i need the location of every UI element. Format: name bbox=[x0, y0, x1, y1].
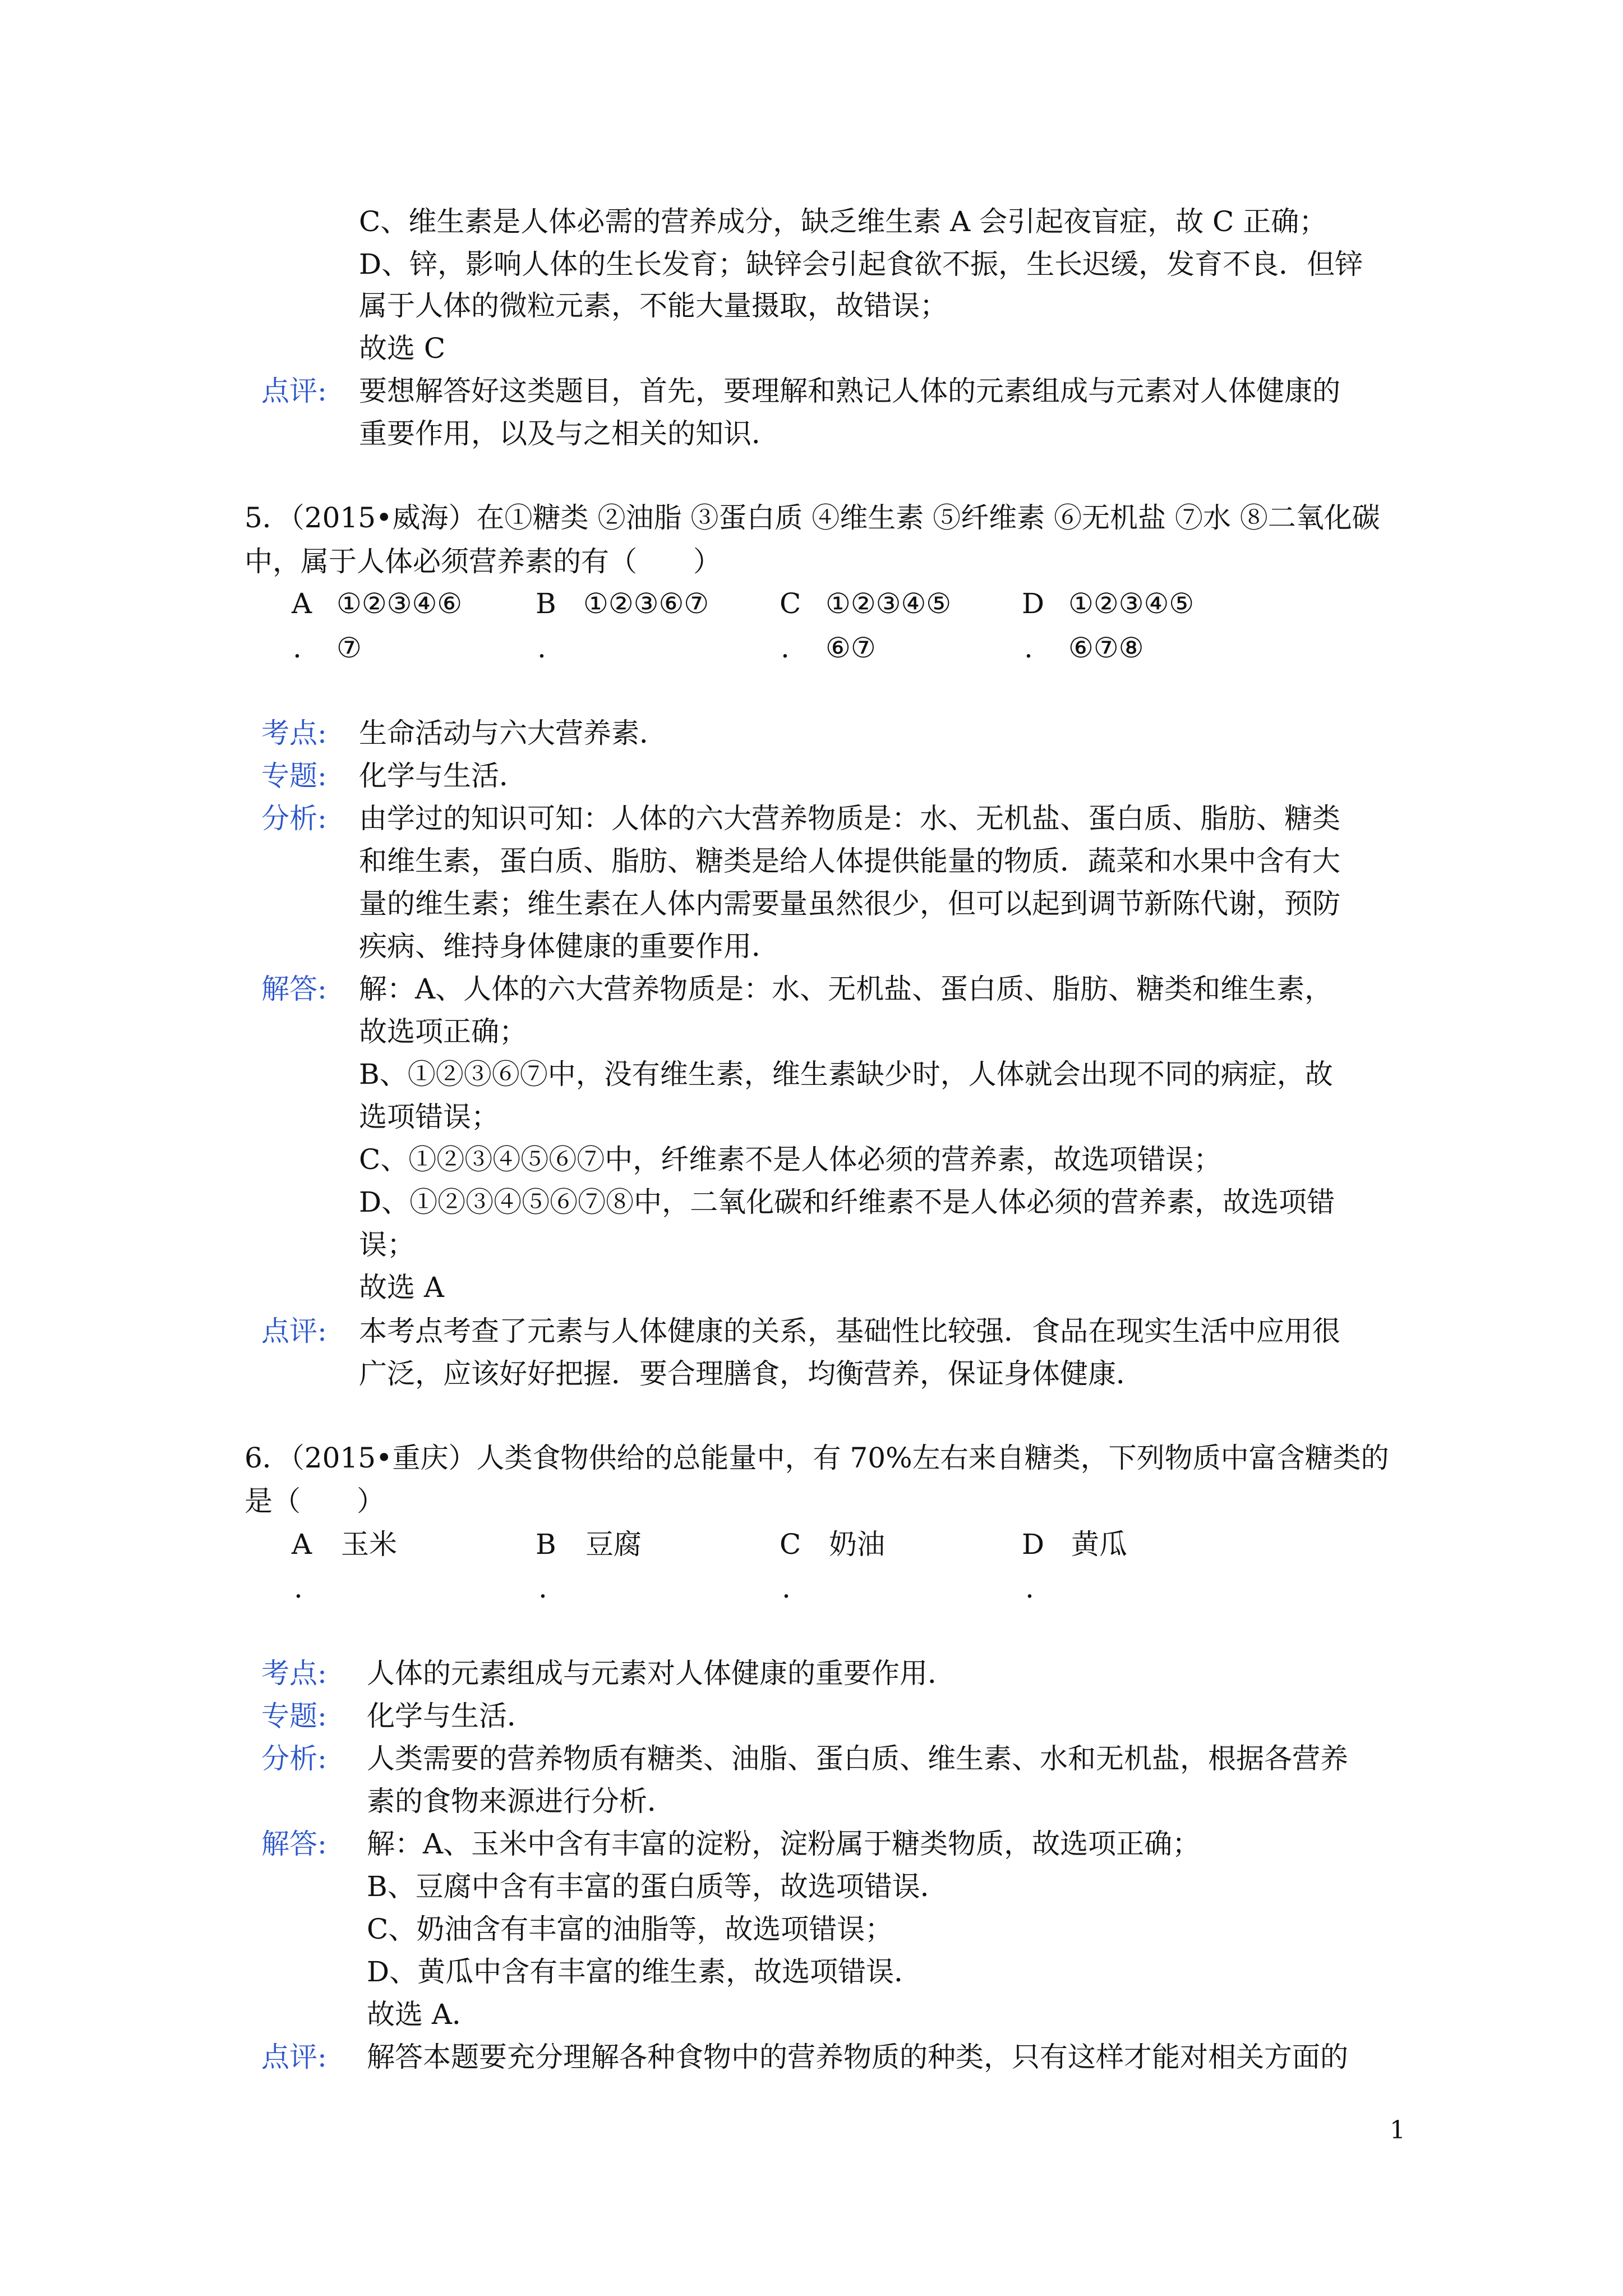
q5-jieda-line-5: C、①②③④⑤⑥⑦中，纤维素不是人体必须的营养素，故选项错误； bbox=[359, 1143, 1222, 1176]
q5-jieda-line-1: 解：A、人体的六大营养物质是：水、无机盐、蛋白质、脂肪、糖类和维生素， bbox=[359, 973, 1333, 1005]
q5-option-d-letter: D bbox=[1022, 587, 1045, 620]
q6-option-b-letter: B bbox=[536, 1528, 556, 1561]
q5-jieda-line-7: 误； bbox=[359, 1228, 415, 1261]
q5-fenxi-line-3: 量的维生素；维生素在人体内需要量虽然很少，但可以起到调节新陈代谢，预防 bbox=[359, 887, 1340, 920]
q5-dianping-label: 点评: bbox=[261, 1315, 327, 1347]
q5-option-c-text-2: ⑥⑦ bbox=[826, 632, 876, 664]
q6-jieda-line-1: 解：A、玉米中含有丰富的淀粉，淀粉属于糖类物质，故选项正确； bbox=[367, 1828, 1201, 1860]
q5-option-a-text-2: ⑦ bbox=[336, 632, 362, 664]
q6-option-b-dot: . bbox=[538, 1572, 547, 1604]
q6-option-a-text: 玉米 bbox=[341, 1528, 397, 1561]
q5-option-d-text-2: ⑥⑦⑧ bbox=[1068, 632, 1144, 664]
q5-fenxi-line-2: 和维生素，蛋白质、脂肪、糖类是给人体提供能量的物质．蔬菜和水果中含有大 bbox=[359, 845, 1340, 877]
q6-jieda-label: 解答: bbox=[261, 1828, 327, 1860]
q6-dianping-label: 点评: bbox=[261, 2041, 327, 2073]
q6-option-b-text: 豆腐 bbox=[585, 1528, 642, 1561]
q6-kaodian-text: 人体的元素组成与元素对人体健康的重要作用． bbox=[367, 1657, 956, 1690]
q5-fenxi-line-1: 由学过的知识可知：人体的六大营养物质是：水、无机盐、蛋白质、脂肪、糖类 bbox=[359, 802, 1340, 835]
q5-kaodian-text: 生命活动与六大营养素． bbox=[359, 717, 667, 749]
q6-zhuanti-text: 化学与生活． bbox=[367, 1700, 535, 1732]
q5-kaodian-label: 考点: bbox=[261, 717, 327, 749]
q5-zhuanti-label: 专题: bbox=[261, 760, 327, 792]
q5-option-d-text: ①②③④⑤ bbox=[1068, 587, 1195, 620]
q6-option-c-text: 奶油 bbox=[829, 1528, 885, 1561]
q5-option-a-text: ①②③④⑥ bbox=[336, 587, 463, 620]
q5-option-d-dot: . bbox=[1024, 632, 1033, 664]
q5-option-b-dot: . bbox=[537, 632, 546, 664]
q5-option-c-text: ①②③④⑤ bbox=[826, 587, 952, 620]
q6-option-c-dot: . bbox=[782, 1572, 791, 1604]
q6-jieda-line-2: B、豆腐中含有丰富的蛋白质等，故选项错误． bbox=[367, 1870, 948, 1903]
prev-line-2: D、锌，影响人体的生长发育；缺锌会引起食欲不振，生长迟缓，发育不良．但锌 bbox=[359, 248, 1363, 280]
q6-stem-line-2: 是（ ） bbox=[245, 1485, 385, 1517]
q5-option-a-dot: . bbox=[293, 632, 302, 664]
q5-stem-line-1: 5．（2015•威海）在①糖类 ②油脂 ③蛋白质 ④维生素 ⑤纤维素 ⑥无机盐 ⑦水 ⑧二氧化碳 bbox=[245, 501, 1380, 534]
q5-option-c-letter: C bbox=[780, 587, 801, 620]
q5-dianping-line-2: 广泛，应该好好把握．要合理膳食，均衡营养，保证身体健康． bbox=[359, 1358, 1144, 1390]
q5-dianping-line-1: 本考点考查了元素与人体健康的关系，基础性比较强．食品在现实生活中应用很 bbox=[359, 1315, 1340, 1347]
q5-jieda-label: 解答: bbox=[261, 973, 327, 1005]
prev-line-3: 属于人体的微粒元素，不能大量摄取，故错误； bbox=[359, 289, 948, 322]
q5-fenxi-line-4: 疾病、维持身体健康的重要作用． bbox=[359, 930, 780, 963]
q5-jieda-line-2: 故选项正确； bbox=[359, 1015, 527, 1048]
q6-jieda-line-3: C、奶油含有丰富的油脂等，故选项错误； bbox=[367, 1913, 893, 1945]
q5-jieda-line-4: 选项错误； bbox=[359, 1101, 499, 1133]
q6-fenxi-line-1: 人类需要的营养物质有糖类、油脂、蛋白质、维生素、水和无机盐，根据各营养 bbox=[367, 1742, 1348, 1775]
q6-dianping-line-1: 解答本题要充分理解各种食物中的营养物质的种类，只有这样才能对相关方面的 bbox=[367, 2041, 1348, 2073]
q5-jieda-line-3: B、①②③⑥⑦中，没有维生素，维生素缺少时，人体就会出现不同的病症，故 bbox=[359, 1058, 1333, 1091]
q6-option-a-dot: . bbox=[294, 1572, 303, 1604]
q5-jieda-line-8: 故选 A bbox=[359, 1271, 445, 1304]
q6-jieda-line-5: 故选 A． bbox=[367, 1998, 481, 2031]
q6-jieda-line-4: D、黄瓜中含有丰富的维生素，故选项错误． bbox=[367, 1955, 923, 1988]
q5-option-a-letter: A bbox=[292, 587, 312, 620]
prev-comment-line-1: 要想解答好这类题目，首先，要理解和熟记人体的元素组成与元素对人体健康的 bbox=[359, 375, 1340, 407]
prev-comment-label: 点评: bbox=[261, 375, 327, 407]
q6-option-d-text: 黄瓜 bbox=[1071, 1528, 1127, 1561]
q5-zhuanti-text: 化学与生活． bbox=[359, 760, 527, 792]
q5-stem-line-2: 中，属于人体必须营养素的有（ ） bbox=[245, 545, 721, 578]
q6-fenxi-line-2: 素的食物来源进行分析． bbox=[367, 1785, 675, 1818]
q6-kaodian-label: 考点: bbox=[261, 1657, 327, 1690]
q6-option-d-letter: D bbox=[1022, 1528, 1045, 1561]
q6-stem-line-1: 6．（2015•重庆）人类食物供给的总能量中，有 70%左右来自糖类，下列物质中富含糖类的 bbox=[245, 1442, 1389, 1474]
q5-fenxi-label: 分析: bbox=[261, 802, 327, 835]
page-number: 1 bbox=[1390, 2116, 1405, 2145]
prev-comment-line-2: 重要作用，以及与之相关的知识． bbox=[359, 417, 780, 450]
q5-jieda-line-6: D、①②③④⑤⑥⑦⑧中，二氧化碳和纤维素不是人体必须的营养素，故选项错 bbox=[359, 1186, 1335, 1218]
prev-line-1: C、维生素是人体必需的营养成分，缺乏维生素 A 会引起夜盲症，故 C 正确； bbox=[359, 205, 1327, 238]
prev-line-4: 故选 C bbox=[359, 332, 446, 365]
q6-option-c-letter: C bbox=[780, 1528, 801, 1561]
q5-option-c-dot: . bbox=[781, 632, 790, 664]
q5-option-b-letter: B bbox=[536, 587, 556, 620]
q6-option-a-letter: A bbox=[292, 1528, 312, 1561]
q6-zhuanti-label: 专题: bbox=[261, 1700, 327, 1732]
q5-option-b-text: ①②③⑥⑦ bbox=[583, 587, 709, 620]
q6-fenxi-label: 分析: bbox=[261, 1742, 327, 1775]
q6-option-d-dot: . bbox=[1025, 1572, 1034, 1604]
